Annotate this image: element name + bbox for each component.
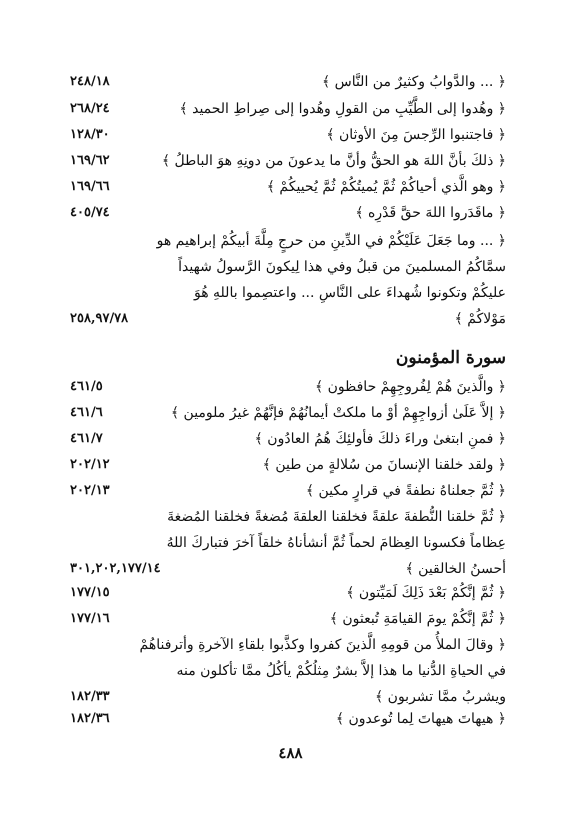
verse-line-text: ويشربُ ممَّا تشربون ﴾ (375, 689, 506, 705)
verse-text: ﴿ ثُمَّ جعلناهُ نطفةً في قرارٍ مكين ﴾ (305, 483, 506, 499)
verse-entry (70, 478, 506, 504)
verse-entry (70, 122, 506, 148)
verse-entry (70, 400, 506, 426)
verse-entry (70, 96, 506, 122)
verse-entry (70, 374, 506, 400)
verse-text (70, 632, 506, 710)
verse-text: ﴿ ذلكَ بأنَّ اللهَ هو الحقُّ وأنَّ ما يدعونَ من دونِهِ هوَ الباطلُ ﴾ (161, 153, 506, 169)
verse-reference: ٤٦١/٧ (70, 431, 103, 446)
surah-title: سورة المؤمنون (395, 348, 506, 368)
verse-text: ﴿ وهُدوا إلى الطَّيِّبِ من القولِ وهُدوا إلى صِراطِ الحميد ﴾ (179, 101, 506, 117)
verse-reference: ٢٤٨/١٨ (70, 74, 110, 89)
verse-text: ﴿ ولقد خلقنا الإنسانَ من سُلالةٍ من طين ﴾ (262, 457, 506, 473)
verse-entry (70, 580, 506, 606)
verse-reference: ٤٦١/٥ (70, 379, 103, 394)
verse-line: عِظاماً فكسونا العِظامَ لحماً ثُمَّ أنشأناهُ خلقاً آخرَ فتباركَ اللهُ (166, 535, 506, 551)
verse-text: ﴿ إلاَّ عَلَىٰ أزواجِهِمْ أوْ ما ملكتْ أيمانُهُمْ فإنَّهُمْ غيرُ ملومين ﴾ (170, 405, 506, 421)
verse-entry (70, 706, 506, 732)
verse-text: ﴿ ماقَدَروا اللهَ حقَّ قَدْرِه ﴾ (355, 205, 506, 221)
verse-entry (70, 148, 506, 174)
verse-text: ﴿ وهو الَّذي أحياكُمْ ثُمَّ يُميتُكُمْ ثُمَّ يُحييكُمْ ﴾ (266, 179, 506, 195)
verse-line: عليكُمْ وتكونوا شُهداءَ على النَّاسِ ... واعتصِموا باللهِ هُوَ (193, 285, 506, 301)
verse-line: ﴿ ... وما جَعَلَ عَلَيْكُمْ في الدِّينِ من حرجٍ مِلَّةَ أبيكُمْ إبراهيم هو (156, 233, 506, 249)
verse-reference: ٢٠٢/١٣ (70, 483, 110, 498)
verse-reference: ٣٠١,٢٠٢,١٧٧/١٤ (70, 561, 161, 576)
verse-text: ﴿ هيهاتَ هيهاتَ لِما تُوعدون ﴾ (335, 711, 506, 727)
verse-reference: ٢٦٨/٢٤ (70, 101, 110, 116)
verse-text: ﴿ والَّذينَ هُمْ لِفُروجِهِمْ حافظون ﴾ (314, 379, 506, 395)
verse-reference: ١٨٢/٣٦ (70, 711, 110, 726)
verse-text: ﴿ ... والدَّوابُ وكثيرٌ من النَّاس ﴾ (321, 74, 506, 90)
verse-reference: ١٦٩/٦٢ (70, 153, 110, 168)
verse-entry (70, 606, 506, 632)
verse-line: في الحياةِ الدُّنيا ما هذا إلاَّ بشرٌ مِثلُكُمْ يأكُلُ ممَّا تأكلون منه (176, 663, 506, 679)
verse-line: ﴿ ثُمَّ خلقنا النُّطفةَ علقةً فخلقنا العلقةَ مُضغةً فخلقنا المُضغةَ (167, 509, 506, 525)
verse-reference: ٤٠٥/٧٤ (70, 205, 110, 220)
verse-entry-multiline (70, 228, 506, 332)
verse-reference: ١٧٧/١٦ (70, 611, 110, 626)
verse-reference: ١٨٢/٣٣ (70, 689, 110, 704)
verse-line-text: مَوْلاكُمْ ﴾ (454, 311, 506, 327)
verse-reference: ١٦٩/٦٦ (70, 179, 110, 194)
verse-reference: ٢٥٨,٩٧/٧٨ (70, 311, 129, 326)
verse-reference: ١٧٧/١٥ (70, 585, 110, 600)
verse-text: ﴿ ثُمَّ إنَّكُمْ بَعْدَ ذَلِكَ لَمَيِّتون ﴾ (346, 585, 506, 601)
verse-text (70, 504, 506, 582)
verse-reference: ١٢٨/٣٠ (70, 127, 110, 142)
verse-entry (70, 452, 506, 478)
page-number: ٤٨٨ (278, 744, 303, 762)
verse-text: ﴿ ثُمَّ إنَّكُمْ يومَ القيامَةِ تُبعثون ﴾ (329, 611, 506, 627)
verse-line (70, 306, 506, 332)
verse-entry-multiline (70, 632, 506, 710)
verse-text: ﴿ فمنِ ابتغىٰ وراءَ ذلكَ فأولئِكَ هُمُ العادُون ﴾ (254, 431, 506, 447)
verse-reference: ٢٠٢/١٢ (70, 457, 110, 472)
verse-line: سمَّاكُمُ المسلمينَ من قبلُ وفي هذا لِيكونَ الرَّسولُ شهيداً (178, 259, 506, 275)
verse-entry (70, 426, 506, 452)
verse-entry (70, 174, 506, 200)
verse-reference: ٤٦١/٦ (70, 405, 103, 420)
verse-text: ﴿ فاجتنبوا الرِّجسَ مِنَ الأوثان ﴾ (326, 127, 506, 143)
verse-line (70, 556, 506, 582)
verse-entry (70, 200, 506, 226)
verse-text (70, 228, 506, 332)
verse-entry (70, 69, 506, 95)
verse-line: ﴿ وقالَ الملأُ من قومِهِ الَّذينَ كفروا وكذَّبوا بلقاءِ الآخرةِ وأترفناهُمْ (139, 637, 506, 653)
verse-line-text: أحسنُ الخالقين ﴾ (405, 561, 506, 577)
verse-entry-multiline (70, 504, 506, 582)
